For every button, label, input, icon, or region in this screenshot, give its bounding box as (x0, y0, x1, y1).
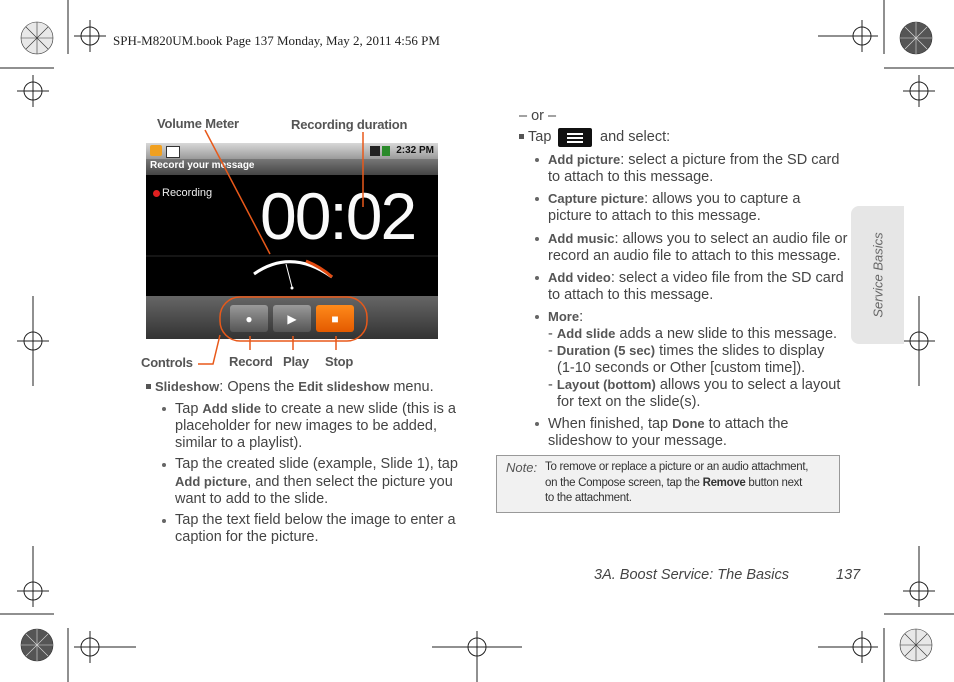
page-number: 137 (836, 567, 861, 583)
text: Tap the text field below the image to enter a (175, 512, 456, 528)
text: Tap (175, 401, 203, 417)
more-duration (548, 342, 824, 377)
footer-section: 3A. Boost Service: The Basics (594, 567, 790, 583)
edit-slideshow-term: Edit slideshow (298, 379, 390, 394)
text: on the Compose screen, tap the (545, 476, 703, 489)
bullet-add-picture (548, 151, 839, 186)
square-bullet-icon (519, 134, 524, 139)
add-music-term: Add music (548, 231, 615, 246)
and-select-text: and select: (600, 129, 671, 145)
record-icon: ● (245, 311, 253, 326)
bullet-icon (535, 276, 539, 280)
dash: - (548, 343, 553, 359)
more-layout (548, 376, 840, 411)
text: : select a video file from the SD card (610, 270, 844, 286)
status-time: 2:32 PM (396, 145, 434, 156)
text: to the attachment. (545, 492, 632, 504)
tap-menu-line (519, 129, 551, 146)
bullet-icon (162, 519, 166, 523)
text: : allows you to select an audio file or (614, 231, 848, 247)
layout-term: Layout (bottom) (556, 377, 656, 392)
bullet-icon (535, 197, 539, 201)
add-slide-term: Add slide (202, 401, 261, 416)
slideshow-term: Slideshow (155, 379, 220, 394)
bullet-capture-picture (548, 190, 800, 225)
bullet-icon (535, 422, 539, 426)
play-callout: Play (283, 354, 309, 369)
text: to attach to this message. (548, 287, 714, 303)
record-callout: Record (229, 354, 273, 369)
text: to attach the (704, 416, 789, 432)
duration-term: Duration (5 sec) (556, 343, 656, 358)
side-tab-label: Service Basics (870, 232, 885, 318)
stop-callout: Stop (325, 354, 354, 369)
recording-duration-callout: Recording duration (291, 117, 408, 132)
text: : select a picture from the SD card (620, 152, 840, 168)
controls-callout: Controls (141, 355, 193, 370)
bullet-icon (535, 315, 539, 319)
remove-term: Remove (702, 476, 746, 489)
add-picture-term: Add picture (548, 152, 621, 167)
dash: - (548, 377, 553, 393)
play-icon: ▶ (287, 311, 297, 326)
bullet-caption (175, 512, 456, 546)
bullet-icon (162, 407, 166, 411)
slideshow-text-end: menu. (389, 379, 434, 395)
bullet-add-video (548, 269, 844, 304)
more-term: More (548, 309, 580, 324)
text: When finished, tap (548, 416, 673, 432)
book-header: SPH-M820UM.book Page 137 Monday, May 2, 2011 4:56 PM (113, 33, 440, 48)
slideshow-item (146, 378, 434, 396)
text: to create a new slide (this is a (260, 401, 456, 417)
text: allows you to select a layout (655, 377, 841, 393)
text: placeholder for new images to be added, (175, 418, 437, 434)
text: To remove or replace a picture or an audio attachment, (545, 461, 809, 473)
done-term: Done (672, 416, 705, 431)
capture-picture-term: Capture picture (548, 191, 645, 206)
bullet-icon (162, 463, 166, 467)
text: : allows you to capture a (644, 191, 801, 207)
screen-title: Record your message (150, 160, 255, 171)
recording-timer: 00:02 (260, 179, 416, 253)
tap-text: Tap (528, 129, 552, 145)
text: to attach to this message. (548, 169, 714, 185)
section-side-tab (851, 206, 904, 344)
bullet-icon (535, 158, 539, 162)
text: want to add to the slide. (175, 491, 329, 507)
add-picture-term: Add picture (175, 474, 248, 489)
note-label: Note: (506, 460, 538, 475)
stop-icon: ■ (331, 311, 339, 326)
bullet-add-music (548, 230, 847, 265)
text: button next (745, 476, 803, 489)
slideshow-text: : Opens the (219, 379, 299, 395)
text: : (579, 309, 584, 325)
volume-meter-callout: Volume Meter (157, 116, 239, 131)
text: adds a new slide to this message. (615, 326, 838, 342)
text: slideshow to your message. (548, 433, 727, 449)
bullet-icon (535, 237, 539, 241)
note-text (545, 460, 835, 507)
or-separator: – or – (519, 108, 557, 124)
note-box (496, 455, 840, 513)
text: (1-10 seconds or Other [custom time]). (557, 360, 806, 376)
text: for text on the slide(s). (557, 394, 701, 410)
text: similar to a playlist). (175, 435, 303, 451)
add-slide-term: Add slide (556, 326, 616, 341)
dash: - (548, 326, 553, 342)
text: record an audio file to attach to this message. (548, 248, 841, 264)
bullet-done (548, 415, 788, 450)
text: times the slides to display (655, 343, 825, 359)
more-add-slide (548, 325, 837, 343)
text: caption for the picture. (175, 529, 319, 545)
add-video-term: Add video (548, 270, 611, 285)
square-bullet-icon (146, 384, 151, 389)
text: Tap the created slide (example, Slide 1), tap (175, 456, 458, 472)
text: , and then select the picture you (247, 474, 453, 490)
bullet-more (548, 308, 583, 326)
bullet-add-slide (175, 400, 456, 452)
text: picture to attach to this message. (548, 208, 761, 224)
bullet-tap-slide (175, 456, 458, 508)
recording-label: Recording (162, 187, 213, 199)
menu-icon (558, 128, 592, 147)
